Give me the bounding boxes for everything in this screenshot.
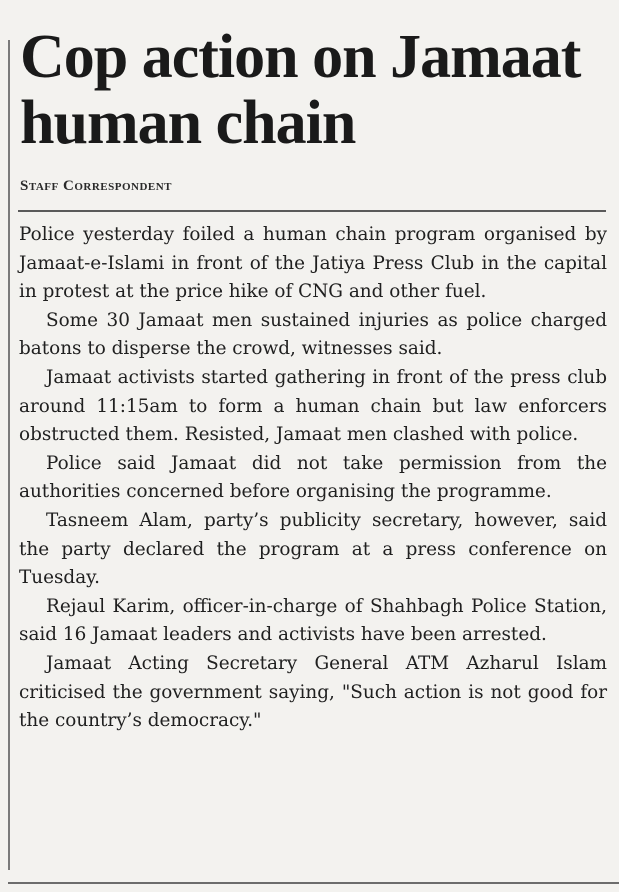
paragraph-7: Jamaat Acting Secretary General ATM Azharul Islam criticised the government saying, "Such action is not good for the country’s democracy.": [19, 652, 607, 732]
paragraph-4: Police said Jamaat did not take permission from the authorities concerned before organising the programme.: [19, 452, 607, 503]
paragraph-6: Rejaul Karim, officer-in-charge of Shahbagh Police Station, said 16 Jamaat leaders and activists have been arrested.: [19, 595, 607, 646]
byline: Staff Correspondent: [20, 178, 173, 194]
paragraph-3: Jamaat activists started gathering in front of the press club around 11:15am to form a human chain but law enforcers obstructed them. Resisted, Jamaat men clashed with police.: [19, 366, 607, 446]
byline-divider: [18, 210, 606, 212]
article-body: [19, 221, 607, 736]
paragraph-5: Tasneem Alam, party’s publicity secretary, however, said the party declared the program at a press conference on Tuesday.: [19, 509, 607, 589]
paragraph-2: Some 30 Jamaat men sustained injuries as police charged batons to disperse the crowd, witnesses said.: [19, 309, 607, 360]
column-rule-left: [8, 40, 10, 870]
headline: Cop action on Jamaat human chain: [20, 23, 581, 157]
bottom-rule: [8, 882, 619, 884]
paragraph-1: Police yesterday foiled a human chain program organised by Jamaat-e-Islami in front of the Jatiya Press Club in the capital in protest at the price hike of CNG and other fuel.: [19, 224, 607, 303]
